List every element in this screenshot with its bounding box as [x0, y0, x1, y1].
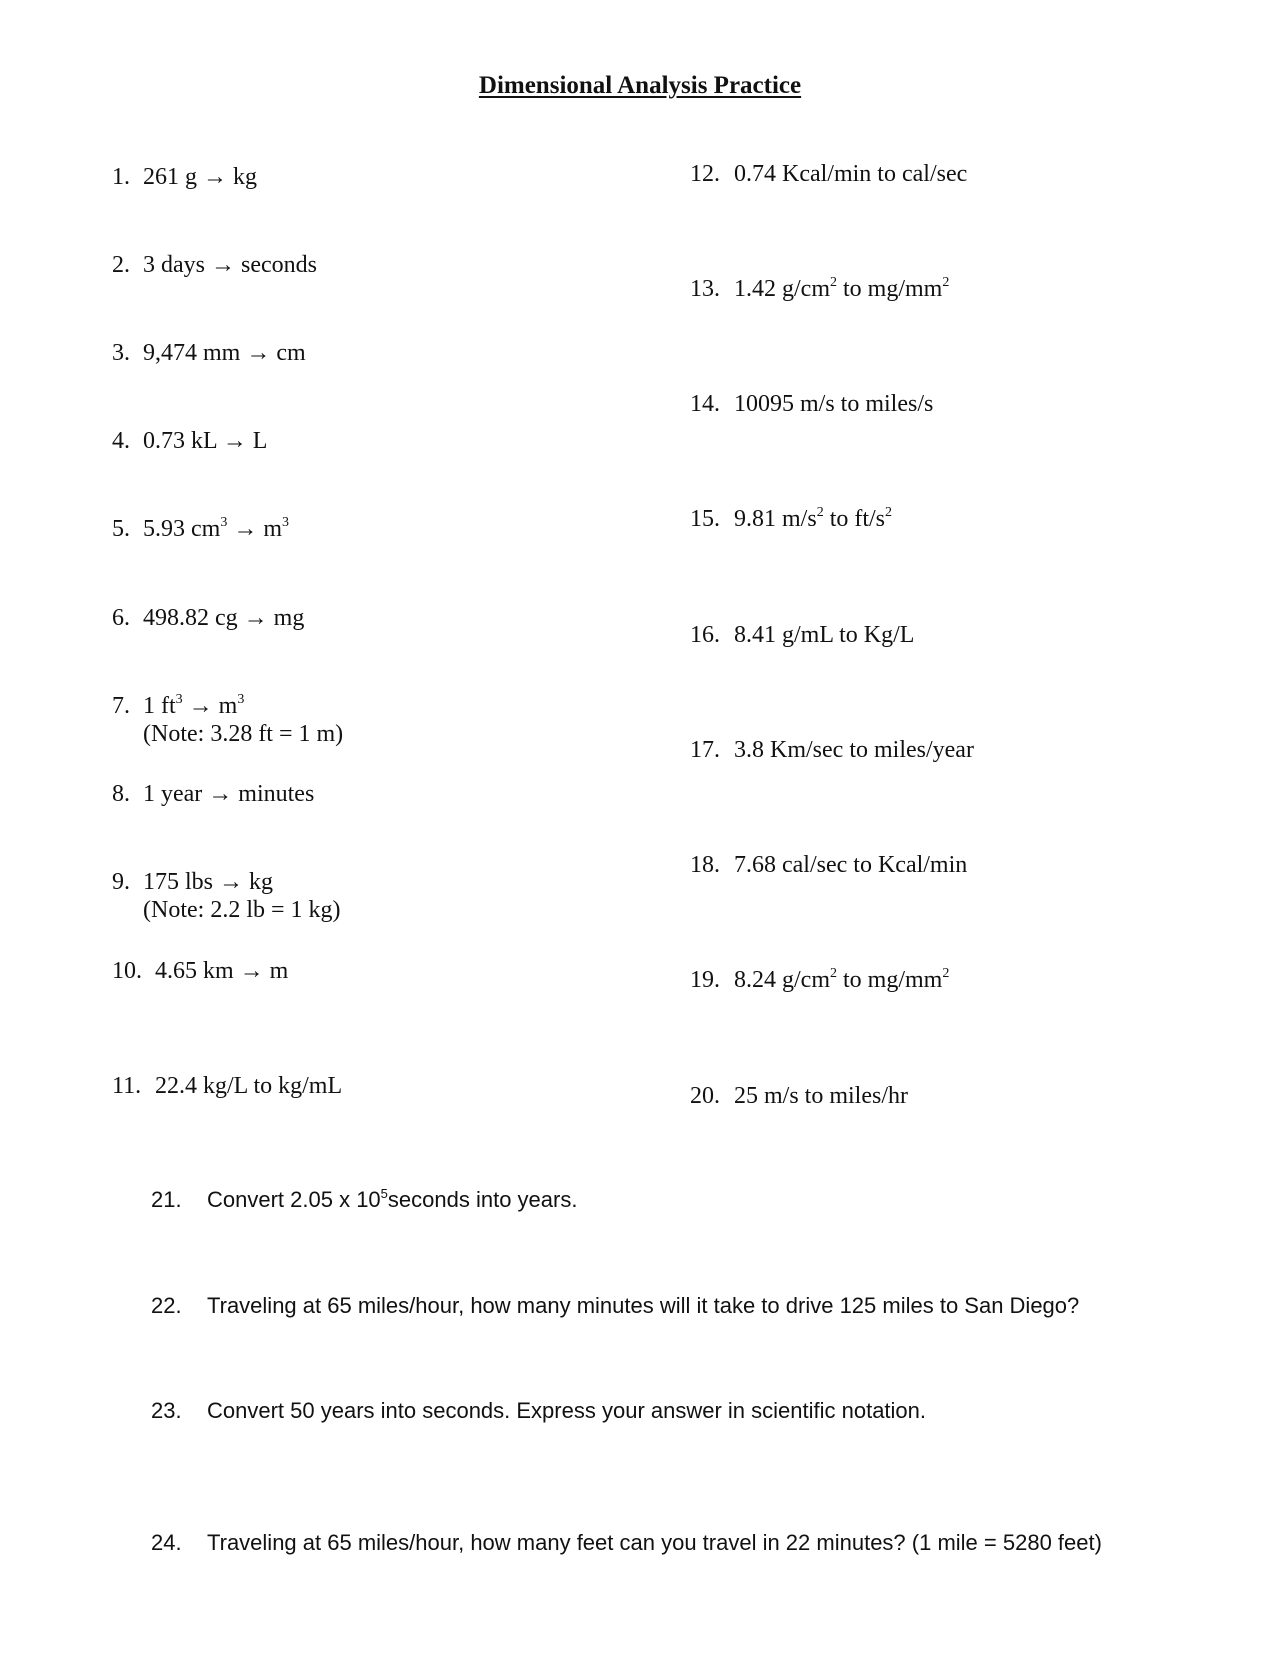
problem-number: 1. [112, 164, 130, 190]
problem-to: to mg/mm [837, 967, 943, 993]
problem-10 [112, 957, 288, 985]
problem-from: 1 year [143, 781, 203, 807]
problem-number: 9. [112, 869, 130, 895]
problem-from: 9,474 mm [143, 340, 241, 366]
problem-to: L [252, 428, 268, 454]
problem-7 [112, 692, 343, 748]
exponent: 5 [380, 1186, 388, 1201]
problem-number: 14. [690, 391, 720, 417]
problem-1 [112, 163, 257, 191]
page-title: Dimensional Analysis Practice [478, 72, 802, 99]
arrow-icon: → [222, 428, 247, 454]
problem-to: cm [276, 340, 306, 366]
exponent: 2 [816, 505, 824, 520]
problem-3 [112, 339, 306, 367]
problem-20 [690, 1082, 908, 1110]
problem-text: 25 m/s to miles/hr [734, 1083, 908, 1109]
problem-13 [690, 275, 949, 303]
problem-17 [690, 736, 974, 764]
problem-from: 261 g [143, 164, 197, 190]
problem-2 [112, 251, 317, 279]
problem-15 [690, 505, 892, 533]
problem-number: 3. [112, 340, 130, 366]
problem-text: 7.68 cal/sec to Kcal/min [734, 852, 968, 878]
exponent: 2 [885, 505, 893, 520]
problem-4 [112, 427, 267, 455]
exponent: 2 [830, 966, 837, 981]
problem-number: 24. [151, 1530, 182, 1555]
problem-note: (Note: 2.2 lb = 1 kg) [143, 897, 341, 923]
problem-11 [112, 1072, 342, 1100]
problem-text-end: seconds into years. [387, 1187, 578, 1212]
word-problem-22 [151, 1292, 1079, 1320]
problem-from: 1 ft [143, 693, 176, 719]
problem-from: 5.93 cm [143, 516, 221, 542]
problem-number: 7. [112, 693, 130, 719]
problem-text: 0.74 Kcal/min to cal/sec [734, 161, 968, 187]
arrow-icon: → [219, 869, 244, 895]
arrow-icon: → [243, 605, 268, 631]
problem-number: 8. [112, 781, 130, 807]
problem-text: 10095 m/s to miles/s [734, 391, 934, 417]
exponent: 3 [282, 515, 289, 530]
word-problem-23 [151, 1397, 926, 1425]
problem-number: 18. [690, 852, 720, 878]
problem-text: 8.41 g/mL to Kg/L [734, 622, 915, 648]
problem-text: 3.8 Km/sec to miles/year [734, 737, 974, 763]
problem-from: 9.81 m/s [734, 506, 817, 532]
problem-14 [690, 390, 933, 418]
problem-from: 4.65 km [155, 958, 234, 984]
problem-text: Convert 2.05 x 10 [207, 1187, 381, 1212]
arrow-icon: → [188, 693, 213, 719]
problem-to: m [263, 516, 282, 542]
problem-number: 20. [690, 1083, 720, 1109]
problem-16 [690, 621, 914, 649]
problem-text: Convert 50 years into seconds. Express your answer in scientific notation. [207, 1398, 927, 1423]
exponent: 3 [220, 515, 228, 530]
problem-to: to mg/mm [837, 276, 943, 302]
exponent: 3 [175, 692, 183, 707]
problem-8 [112, 780, 314, 808]
problem-from: 3 days [143, 252, 205, 278]
arrow-icon: → [233, 516, 258, 542]
problem-text: 22.4 kg/L to kg/mL [155, 1073, 343, 1099]
exponent: 2 [942, 966, 950, 981]
arrow-icon: → [246, 340, 271, 366]
problem-number: 21. [151, 1187, 182, 1212]
word-problem-24 [151, 1529, 1102, 1557]
arrow-icon: → [211, 252, 235, 278]
word-problem-21 [151, 1186, 577, 1214]
problem-to: seconds [241, 252, 317, 278]
problem-9 [112, 868, 341, 924]
problem-to: m [269, 958, 289, 984]
arrow-icon: → [203, 164, 227, 190]
problem-from: 8.24 g/cm [734, 967, 830, 993]
exponent: 2 [942, 275, 950, 290]
problem-from: 175 lbs [143, 869, 214, 895]
problem-12 [690, 160, 967, 188]
problem-text: Traveling at 65 miles/hour, how many minutes will it take to drive 125 miles to San Diego? [207, 1293, 1080, 1318]
exponent: 3 [237, 692, 245, 707]
problem-from: 1.42 g/cm [734, 276, 830, 302]
problem-to: kg [233, 164, 257, 190]
problem-number: 16. [690, 622, 720, 648]
problem-number: 12. [690, 161, 720, 187]
arrow-icon: → [208, 781, 233, 807]
problem-number: 5. [112, 516, 130, 542]
problem-number: 6. [112, 605, 130, 631]
problem-from: 0.73 kL [143, 428, 217, 454]
problem-number: 22. [151, 1293, 182, 1318]
problem-number: 13. [690, 276, 720, 302]
problem-to: minutes [238, 781, 315, 807]
problem-number: 2. [112, 252, 130, 278]
problem-number: 15. [690, 506, 720, 532]
problem-number: 17. [690, 737, 720, 763]
exponent: 2 [830, 275, 837, 290]
problem-to: kg [249, 869, 274, 895]
problem-note: (Note: 3.28 ft = 1 m) [143, 721, 344, 747]
problem-number: 11. [112, 1073, 142, 1099]
problem-number: 19. [690, 967, 720, 993]
problem-from: 498.82 cg [143, 605, 238, 631]
problem-to: to ft/s [823, 506, 886, 532]
arrow-icon: → [239, 958, 264, 984]
problem-18 [690, 851, 967, 879]
problem-6 [112, 604, 304, 632]
problem-19 [690, 966, 949, 994]
problem-5 [112, 515, 289, 543]
problem-number: 4. [112, 428, 130, 454]
problem-to: m [218, 693, 238, 719]
problem-to: mg [273, 605, 305, 631]
problem-number: 10. [112, 958, 142, 984]
problem-number: 23. [151, 1398, 182, 1423]
problem-text: Traveling at 65 miles/hour, how many feet can you travel in 22 minutes? (1 mile = 5280 feet) [207, 1530, 1102, 1555]
